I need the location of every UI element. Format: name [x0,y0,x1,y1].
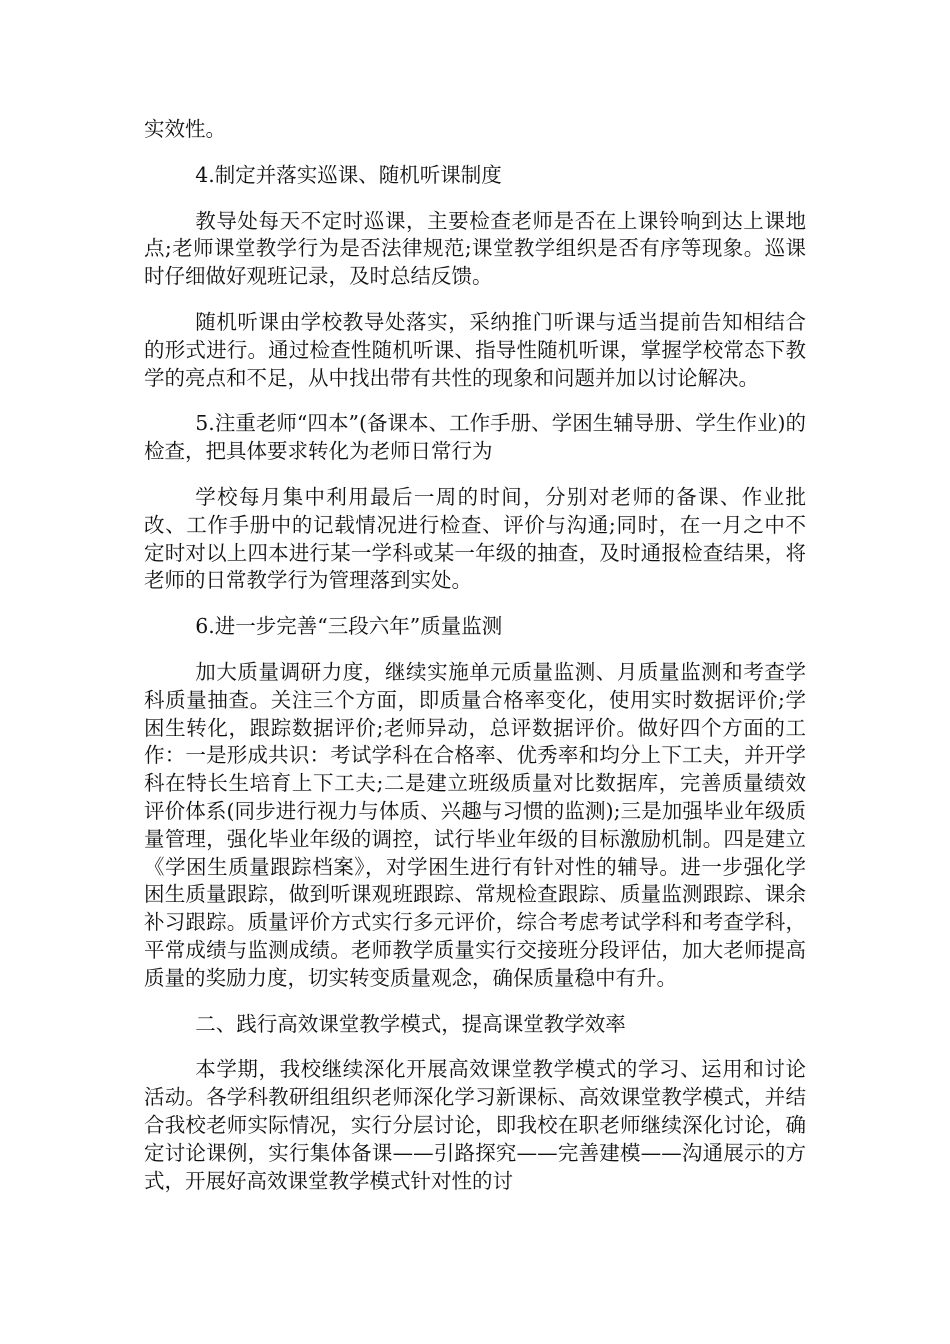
document-body [144,116,806,1213]
section-heading-6: 6.进一步完善“三段六年”质量监测 [195,614,503,639]
paragraph-continuation: 实效性。 [144,117,226,141]
section-heading-2: 二、践行高效课堂教学模式，提高课堂教学效率 [195,1011,626,1036]
paragraph-quality-monitoring: 加大质量调研力度，继续实施单元质量监测、月质量监测和考查学科质量抽查。关注三个方面，即质量合格率变化，使用实时数据评价;学困生转化，跟踪数据评价;老师异动，总评数据评价。做好四个方面的工作：一是形成共识：考试学科在合格率、优秀率和均分上下工夫，并开学科在特长生培育上下工夫;二是建立班级质量对比数据库，完善质量绩效评价体系(同步进行视力与体质、兴趣与习惯的监测);三是加强毕业年级质量管理，强化毕业年级的调控，试行毕业年级的目标激励机制。四是建立《学困生质量跟踪档案》，对学困生进行有针对性的辅导。进一步强化学困生质量跟踪，做到听课观班跟踪、常规检查跟踪、质量监测跟踪、课余补习跟踪。质量评价方式实行多元评价，综合考虑考试学科和考查学科，平常成绩与监测成绩。老师教学质量实行交接班分段评估，加大老师提高质量的奖励力度，切实转变质量观念，确保质量稳中有升。 [144,659,806,990]
paragraph-efficient-classroom: 本学期，我校继续深化开展高效课堂教学模式的学习、运用和讨论活动。各学科教研组组织老师深化学习新课标、高效课堂教学模式，并结合我校老师实际情况，实行分层讨论，即我校在职老师继续深化讨论，确定讨论课例，实行集体备课——引路探究——完善建模——沟通展示的方式，开展好高效课堂教学模式针对性的讨 [144,1057,806,1193]
paragraph-random-listening: 随机听课由学校教导处落实，采纳推门听课与适当提前告知相结合的形式进行。通过检查性随机听课、指导性随机听课，掌握学校常态下教学的亮点和不足，从中找出带有共性的现象和问题并加以讨论解决。 [144,309,806,390]
paragraph-monthly-check: 学校每月集中利用最后一周的时间，分别对老师的备课、作业批改、工作手册中的记载情况进行检查、评价与沟通;同时，在一月之中不定时对以上四本进行某一学科或某一年级的抽查，及时通报检查结果，将老师的日常教学行为管理落到实处。 [144,484,806,593]
section-heading-5: 5.注重老师“四本”(备课本、工作手册、学困生辅导册、学生作业)的检查，把具体要求转化为老师日常行为 [144,411,806,464]
paragraph-patrol: 教导处每天不定时巡课，主要检查老师是否在上课铃响到达上课地点;老师课堂教学行为是否法律规范;课堂教学组织是否有序等现象。巡课时仔细做好观班记录，及时总结反馈。 [144,208,806,289]
section-heading-4: 4.制定并落实巡课、随机听课制度 [195,162,502,187]
